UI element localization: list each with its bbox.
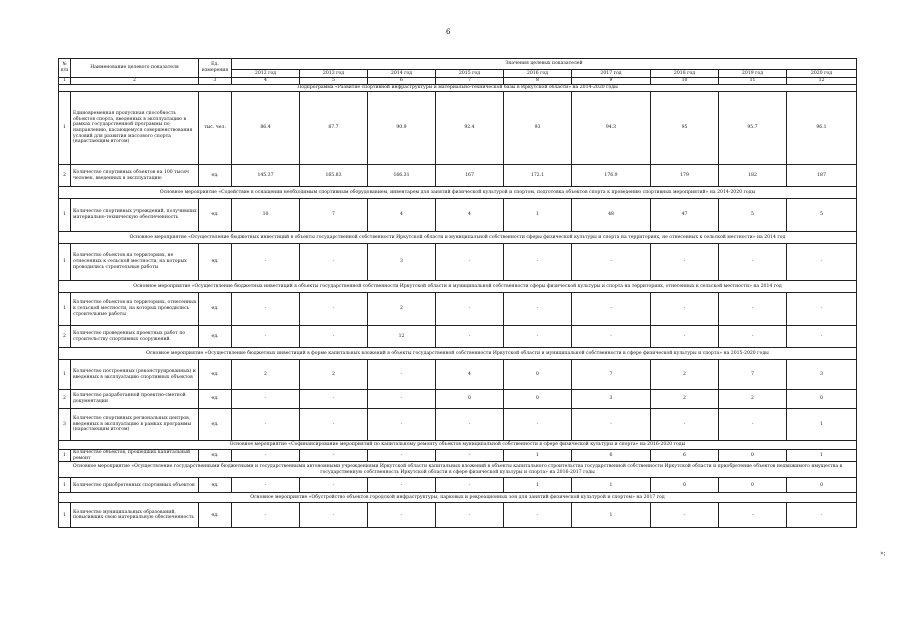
value-cell: 172.1 xyxy=(504,165,572,187)
indicator-name: Количество спортивных объектов на 100 тысяч человек, введенных в эксплуатацию xyxy=(71,165,199,187)
section-title: Подпрограмма «Развитие спортивной инфраструктуры и материально-технической базы в Иркутской области» на 2014-2020 годы xyxy=(59,85,857,92)
value-cell: 5 xyxy=(787,199,857,232)
indicators-table xyxy=(58,58,857,528)
value-cell: - xyxy=(504,503,572,528)
table-row xyxy=(59,503,857,528)
indicator-name: Количество объектов на территориях, отнесенных к сельской местности, на которых проводились строительные работы xyxy=(71,293,199,326)
unit-cell: ед. xyxy=(199,503,232,528)
value-cell: - xyxy=(572,244,651,281)
page-number: 6 xyxy=(446,28,451,36)
value-cell: - xyxy=(300,503,368,528)
value-cell: - xyxy=(300,326,368,348)
header-num: № п/п xyxy=(59,59,71,78)
row-number: 1 xyxy=(59,360,71,390)
unit-cell: ед. xyxy=(199,293,232,326)
value-cell: - xyxy=(368,478,436,493)
value-cell: 86.4 xyxy=(232,92,300,165)
header-year-7: 2018 год xyxy=(651,70,719,78)
header-year-8: 2019 год xyxy=(719,70,787,78)
unit-cell: ед. xyxy=(199,390,232,409)
value-cell: 6 xyxy=(651,450,719,462)
value-cell: 0 xyxy=(787,478,857,493)
row-number: 2 xyxy=(59,165,71,187)
header-column-number: 6 xyxy=(368,78,436,85)
header-year-6: 2017 год xyxy=(572,70,651,78)
row-number: 2 xyxy=(59,326,71,348)
row-number: 1 xyxy=(59,199,71,232)
header-column-number: 5 xyxy=(300,78,368,85)
unit-cell: тыс. чел. xyxy=(199,92,232,165)
value-cell: 2 xyxy=(651,360,719,390)
value-cell: 4 xyxy=(368,199,436,232)
value-cell: 187 xyxy=(787,165,857,187)
value-cell: - xyxy=(232,409,300,441)
unit-cell: ед. xyxy=(199,199,232,232)
value-cell: - xyxy=(504,244,572,281)
header-column-number: 12 xyxy=(787,78,857,85)
value-cell: - xyxy=(368,409,436,441)
value-cell: - xyxy=(719,326,787,348)
table-row xyxy=(59,360,857,390)
row-number: 1 xyxy=(59,244,71,281)
table-row xyxy=(59,478,857,493)
section-row xyxy=(59,441,857,450)
header-column-numbers-row xyxy=(59,78,857,85)
value-cell: 1 xyxy=(787,450,857,462)
value-cell: - xyxy=(368,503,436,528)
value-cell: 167 xyxy=(436,165,504,187)
unit-cell: ед. xyxy=(199,360,232,390)
value-cell: 6 xyxy=(572,450,651,462)
value-cell: 1 xyxy=(504,478,572,493)
table-row xyxy=(59,450,857,462)
value-cell: - xyxy=(719,244,787,281)
unit-cell: ед. xyxy=(199,409,232,441)
indicator-name: Количество объектов, прошедших капитальный ремонт xyxy=(71,450,199,462)
value-cell: - xyxy=(787,244,857,281)
table-row xyxy=(59,165,857,187)
value-cell: 10 xyxy=(232,199,300,232)
table-row xyxy=(59,244,857,281)
value-cell: 1 xyxy=(572,503,651,528)
table-row xyxy=(59,390,857,409)
value-cell: - xyxy=(232,478,300,493)
value-cell: 4 xyxy=(436,199,504,232)
table-row xyxy=(59,92,857,165)
value-cell: 0 xyxy=(787,390,857,409)
value-cell: - xyxy=(232,503,300,528)
row-number: 2 xyxy=(59,390,71,409)
value-cell: 0 xyxy=(504,390,572,409)
table-row xyxy=(59,199,857,232)
value-cell: - xyxy=(572,409,651,441)
row-number: 3 xyxy=(59,409,71,441)
header-column-number: 10 xyxy=(651,78,719,85)
header-column-number: 7 xyxy=(436,78,504,85)
indicator-name: Количество спортивных учреждений, получивших материально-техническую обеспеченность xyxy=(71,199,199,232)
header-name: Наименование целевого показателя xyxy=(71,59,199,78)
value-cell: - xyxy=(436,409,504,441)
table-row xyxy=(59,293,857,326)
value-cell: 1 xyxy=(787,409,857,441)
value-cell: - xyxy=(232,244,300,281)
indicator-name: Количество объектов на территориях, не отнесенных к сельской местности, на которых проводились строительные работы xyxy=(71,244,199,281)
value-cell: 7 xyxy=(300,199,368,232)
header-column-number: 11 xyxy=(719,78,787,85)
row-number: 1 xyxy=(59,450,71,462)
value-cell: - xyxy=(436,326,504,348)
value-cell: - xyxy=(651,503,719,528)
indicator-name: Количество построенных (реконструированных) и введенных в эксплуатацию спортивных объектов xyxy=(71,360,199,390)
header-values-group: Значения целевых показателей xyxy=(232,59,857,70)
value-cell: - xyxy=(504,326,572,348)
value-cell: - xyxy=(651,244,719,281)
indicator-name: Количество приобретенных спортивных объектов xyxy=(71,478,199,493)
section-row xyxy=(59,232,857,244)
value-cell: - xyxy=(719,409,787,441)
value-cell: 3 xyxy=(787,360,857,390)
section-row xyxy=(59,187,857,199)
value-cell: 166.31 xyxy=(368,165,436,187)
indicator-name: Единовременная пропускная способность объектов спорта, введенных в эксплуатацию в рамках государственной программы по направлению, касающемуся совершенствования условий для развития массового спорта (нарастающим итогом) xyxy=(71,92,199,165)
table-row xyxy=(59,326,857,348)
value-cell: - xyxy=(300,478,368,493)
value-cell: - xyxy=(300,244,368,281)
value-cell: 176.9 xyxy=(572,165,651,187)
value-cell: - xyxy=(719,293,787,326)
value-cell: 93 xyxy=(504,92,572,165)
header-year-1: 2012 год xyxy=(232,70,300,78)
header-column-number: 3 xyxy=(199,78,232,85)
value-cell: 12 xyxy=(368,326,436,348)
value-cell: - xyxy=(232,390,300,409)
header-row-top xyxy=(59,59,857,70)
header-year-9: 2020 год xyxy=(787,70,857,78)
value-cell: 0 xyxy=(719,450,787,462)
value-cell: - xyxy=(436,244,504,281)
value-cell: - xyxy=(436,450,504,462)
value-cell: - xyxy=(300,450,368,462)
value-cell: - xyxy=(651,409,719,441)
header-column-number: 1 xyxy=(59,78,71,85)
row-number: 1 xyxy=(59,478,71,493)
section-title: Основное мероприятие «Обустройство объектов городской инфраструктуры, парковых и рекреационных зон для занятий физической культурой и спортом» на 2017 год xyxy=(59,493,857,503)
value-cell: - xyxy=(787,503,857,528)
indicator-name: Количество проведенных проектных работ по строительству спортивных сооружений xyxy=(71,326,199,348)
value-cell: - xyxy=(572,326,651,348)
value-cell: - xyxy=(300,409,368,441)
header-year-4: 2015 год xyxy=(436,70,504,78)
value-cell: - xyxy=(651,326,719,348)
value-cell: 3 xyxy=(368,244,436,281)
value-cell: - xyxy=(787,293,857,326)
closing-quote-mark: »; xyxy=(880,550,886,557)
header-column-number: 8 xyxy=(504,78,572,85)
unit-cell: ед. xyxy=(199,326,232,348)
value-cell: 2 xyxy=(300,360,368,390)
row-number: 1 xyxy=(59,503,71,528)
value-cell: 165.83 xyxy=(300,165,368,187)
indicator-name: Количество спортивных региональных центров, введенных в эксплуатацию в рамках программы (нарастающим итогом) xyxy=(71,409,199,441)
value-cell: 1 xyxy=(504,199,572,232)
section-row xyxy=(59,281,857,293)
value-cell: - xyxy=(300,390,368,409)
value-cell: 0 xyxy=(719,478,787,493)
section-title: Основное мероприятие «Осуществление государственными бюджетными и государственными автономными учреждениями Иркутской области капитальных вложений в объекты капитального строительства государственной собственности Иркутской области и приобретение объектов недвижимого имущества в государственную собственность Иркутской области в сфере физической культуры и спорта» на 2016-2017 годы xyxy=(59,462,857,478)
row-number: 1 xyxy=(59,92,71,165)
value-cell: 96.1 xyxy=(787,92,857,165)
unit-cell: ед. xyxy=(199,165,232,187)
header-column-number: 2 xyxy=(71,78,199,85)
section-row xyxy=(59,85,857,92)
value-cell: 47 xyxy=(651,199,719,232)
value-cell: - xyxy=(504,293,572,326)
indicator-name: Количество разработанной проектно-сметной документации xyxy=(71,390,199,409)
value-cell: 2 xyxy=(719,390,787,409)
section-title: Основное мероприятие «Содействие в оснащении необходимым спортивным оборудованием, инвентарем для занятий физической культурой и спортом, подготовка объектов спорта к проведению спортивных мероприятий» на 2014-2020 годы xyxy=(59,187,857,199)
section-row xyxy=(59,348,857,360)
value-cell: 0 xyxy=(504,360,572,390)
value-cell: - xyxy=(368,450,436,462)
value-cell: 90.9 xyxy=(368,92,436,165)
value-cell: 5 xyxy=(719,199,787,232)
value-cell: - xyxy=(436,478,504,493)
value-cell: 95.7 xyxy=(719,92,787,165)
value-cell: 87.7 xyxy=(300,92,368,165)
value-cell: - xyxy=(368,360,436,390)
value-cell: 182 xyxy=(719,165,787,187)
value-cell: - xyxy=(232,293,300,326)
section-title: Основное мероприятие «Осуществление бюджетных инвестиций в объекты государственной собственности Иркутской области и муниципальной собственности сферы физической культуры и спорта на территориях, отнесенных к сельской местности» на 2014 год xyxy=(59,281,857,293)
section-title: Основное мероприятие «Осуществление бюджетных инвестиций в форме капитальных вложений в объекты государственной собственности Иркутской области и муниципальной собственности в сфере физической культуры и спорта» на 2015-2020 годы xyxy=(59,348,857,360)
value-cell: 145.37 xyxy=(232,165,300,187)
value-cell: - xyxy=(572,293,651,326)
value-cell: 0 xyxy=(436,390,504,409)
value-cell: 7 xyxy=(572,360,651,390)
value-cell: 3 xyxy=(572,390,651,409)
value-cell: 7 xyxy=(719,360,787,390)
value-cell: 1 xyxy=(572,478,651,493)
indicator-name: Количество муниципальных образований, повысивших свою материальную обеспеченность xyxy=(71,503,199,528)
header-column-number: 9 xyxy=(572,78,651,85)
section-title: Основное мероприятие «Осуществление бюджетных инвестиций в объекты государственной собственности Иркутской области и муниципальной собственности сферы физической культуры и спорта на территориях, не отнесенных к сельской местности» на 2014 год xyxy=(59,232,857,244)
header-unit: Ед. измерения xyxy=(199,59,232,78)
value-cell: - xyxy=(368,390,436,409)
value-cell: - xyxy=(232,450,300,462)
value-cell: 179 xyxy=(651,165,719,187)
header-column-number: 4 xyxy=(232,78,300,85)
value-cell: - xyxy=(719,503,787,528)
value-cell: - xyxy=(651,293,719,326)
unit-cell: ед. xyxy=(199,244,232,281)
unit-cell: ед. xyxy=(199,450,232,462)
value-cell: 94.3 xyxy=(572,92,651,165)
value-cell: 1 xyxy=(504,450,572,462)
row-number: 1 xyxy=(59,293,71,326)
value-cell: - xyxy=(787,326,857,348)
value-cell: 95 xyxy=(651,92,719,165)
unit-cell: ед. xyxy=(199,478,232,493)
value-cell: 2 xyxy=(232,360,300,390)
value-cell: - xyxy=(232,326,300,348)
header-year-2: 2013 год xyxy=(300,70,368,78)
section-title: Основное мероприятие «Софинансирование мероприятий по капитальному ремонту объектов муниципальной собственности в сфере физической культуры и спорта» на 2016-2020 годы xyxy=(59,441,857,450)
value-cell: 2 xyxy=(368,293,436,326)
value-cell: 4 xyxy=(436,360,504,390)
value-cell: 92.4 xyxy=(436,92,504,165)
value-cell: 0 xyxy=(651,478,719,493)
table-row xyxy=(59,409,857,441)
section-row xyxy=(59,462,857,478)
value-cell: 2 xyxy=(651,390,719,409)
value-cell: - xyxy=(436,293,504,326)
value-cell: - xyxy=(436,503,504,528)
section-row xyxy=(59,493,857,503)
value-cell: 48 xyxy=(572,199,651,232)
header-year-5: 2016 год xyxy=(504,70,572,78)
header-year-3: 2014 год xyxy=(368,70,436,78)
value-cell: - xyxy=(300,293,368,326)
value-cell: - xyxy=(504,409,572,441)
